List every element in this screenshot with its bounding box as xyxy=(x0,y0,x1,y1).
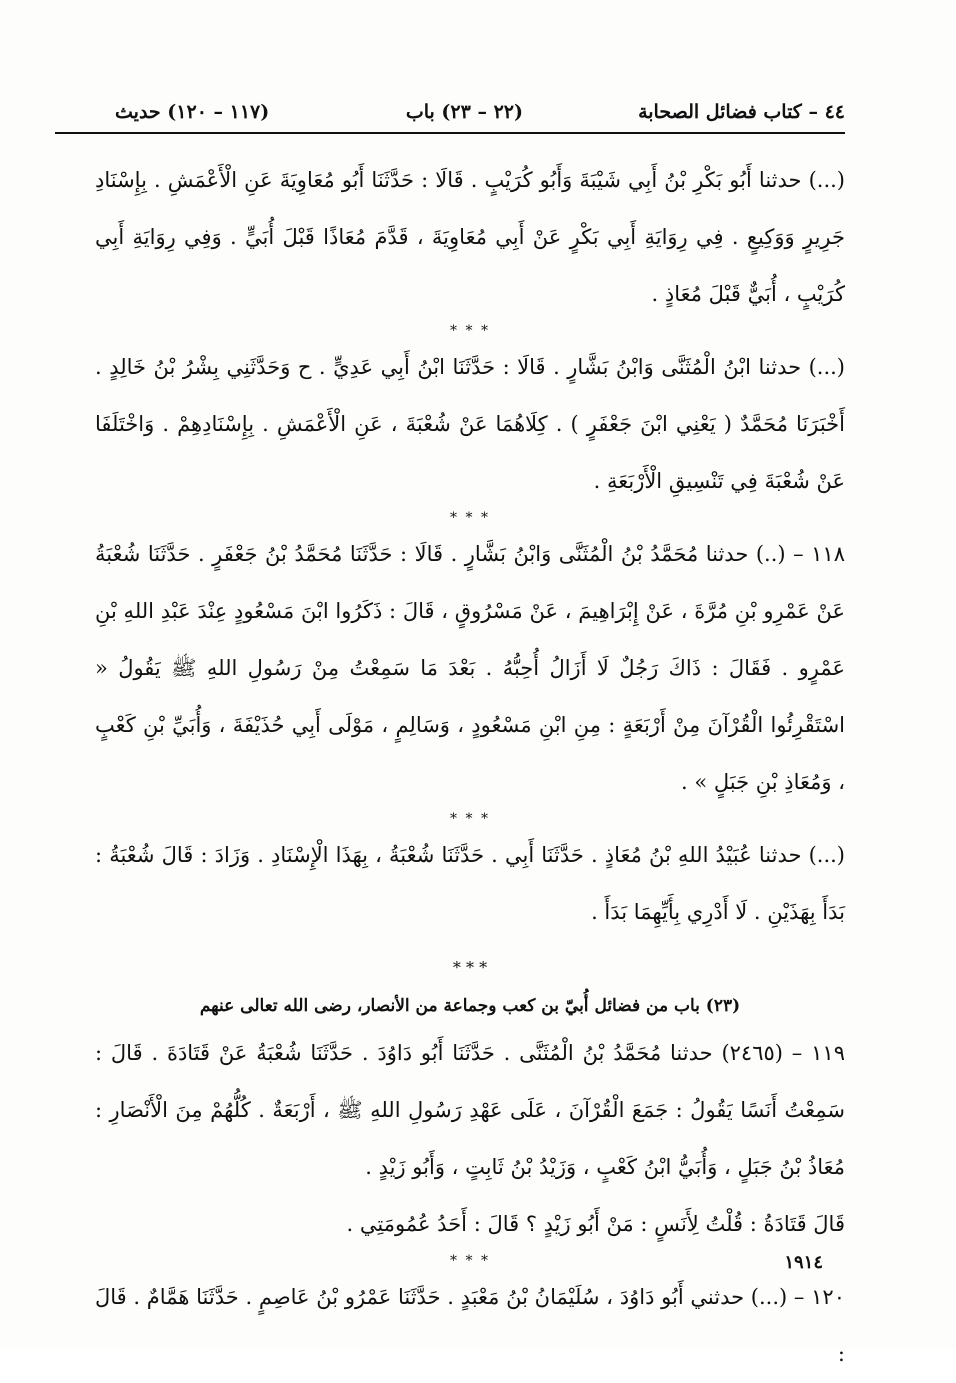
paragraph-4: (...) حدثنا عُبَيْدُ اللهِ بْنُ مُعَاذٍ . حَدَّثَنَا أَبِي . حَدَّثَنَا شُعْبَةُ ، بِهَذَا الْإِسْنَادِ . وَزَادَ : قَالَ شُعْبَةُ : بَدَأَ بِهَذَيْنِ . لَا أَدْرِي بِأَيِّهِمَا بَدَأَ . xyxy=(95,843,845,924)
paragraph-7: ١٢٠ – (...) حدثني أَبُو دَاوُدَ ، سُلَيْمَانُ بْنُ مَعْبَدٍ . حَدَّثَنَا عَمْرُو بْنُ عَاصِمٍ . حَدَّثَنَا هَمَّامٌ . قَالَ : xyxy=(95,1285,845,1366)
header-hadith-range: (١١٧ – ١٢٠) حديث xyxy=(115,101,270,123)
paragraph-5: ١١٩ – (٢٤٦٥) حدثنا مُحَمَّدُ بْنُ الْمُثَنَّى . حَدَّثَنَا أَبُو دَاوُدَ . حَدَّثَنَا شُعْبَةُ عَنْ قَتَادَةَ . قَالَ : سَمِعْتُ أَنَسًا يَقُولُ : جَمَعَ الْقُرْآنَ ، عَلَى عَهْدِ رَسُولِ اللهِ ﷺ ، أَرْبَعَةٌ . كُلُّهُمْ مِنَ الْأَنْصَارِ : مُعَاذُ بْنُ جَبَلٍ ، وَأُبَيُّ ابْنُ كَعْبٍ ، وَزَيْدُ بْنُ ثَابِتٍ ، وَأَبُو زَيْدٍ . xyxy=(95,1041,845,1179)
paragraph-1: (...) حدثنا أَبُو بَكْرِ بْنُ أَبِي شَيْبَةَ وَأَبُو كُرَيْبٍ . قَالَا : حَدَّثَنَا أَبُو مُعَاوِيَةَ عَنِ الْأَعْمَشِ . بِإِسْنَادِ جَرِيرٍ وَوَكِيعٍ . فِي رِوَايَةِ أَبِي بَكْرٍ عَنْ أَبِي مُعَاوِيَةَ ، قَدَّمَ مُعَاذًا قَبْلَ أُبَيٍّ . وَفِي رِوَايَةِ أَبِي كُرَيْبٍ ، أُبَيٌّ قَبْلَ مُعَاذٍ . xyxy=(95,168,845,306)
bab-title: (٢٣) باب من فضائل أُبيّ بن كعب وجماعة من الأنصار، رضى الله تعالى عنهم xyxy=(199,996,741,1016)
paragraph-6: قَالَ قَتَادَةُ : قُلْتُ لِأَنَسٍ : مَنْ أَبُو زَيْدٍ ؟ قَالَ : أَحَدُ عُمُومَتِي . xyxy=(346,1212,845,1236)
header-rule xyxy=(55,132,845,134)
header-bab-range: (٢٢ – ٢٣) باب xyxy=(405,101,523,123)
section-ornament: * * * xyxy=(452,958,488,977)
separator-2: * * * xyxy=(450,510,490,526)
page-number: ١٩١٤ xyxy=(784,1252,823,1273)
header-book-title: ٤٤ – كتاب فضائل الصحابة xyxy=(638,101,845,123)
page-body xyxy=(95,152,845,1383)
paragraph-3: ١١٨ – (..) حدثنا مُحَمَّدُ بْنُ الْمُثَنَّى وَابْنُ بَشَّارٍ . قَالَا : حَدَّثَنَا مُحَمَّدُ بْنُ جَعْفَرٍ . حَدَّثَنَا شُعْبَةُ عَنْ عَمْرِو بْنِ مُرَّةَ ، عَنْ إِبْرَاهِيمَ ، عَنْ مَسْرُوقٍ ، قَالَ : ذَكَرُوا ابْنَ مَسْعُودٍ عِنْدَ عَبْدِ اللهِ بْنِ عَمْرٍو . فَقَالَ : ذَاكَ رَجُلٌ لَا أَزَالُ أُحِبُّهُ . بَعْدَ مَا سَمِعْتُ مِنْ رَسُولِ اللهِ ﷺ يَقُولُ « اسْتَقْرِئُوا الْقُرْآنَ مِنْ أَرْبَعَةٍ : مِنِ ابْنِ مَسْعُودٍ ، وَسَالِمٍ ، مَوْلَى أَبِي حُذَيْفَةَ ، وَأُبَيِّ بْنِ كَعْبٍ ، وَمُعَاذِ بْنِ جَبَلٍ » . xyxy=(95,542,845,794)
separator-1: * * * xyxy=(450,323,490,339)
paragraph-2: (...) حدثنا ابْنُ الْمُثَنَّى وَابْنُ بَشَّارٍ . قَالَا : حَدَّثَنَا ابْنُ أَبِي عَدِيٍّ . ح وَحَدَّثَنِي بِشْرُ بْنُ خَالِدٍ . أَخْبَرَنَا مُحَمَّدٌ ( يَعْنِي ابْنَ جَعْفَرٍ ) . كِلَاهُمَا عَنْ شُعْبَةَ ، عَنِ الْأَعْمَشِ . بِإِسْنَادِهِمْ . وَاخْتَلَفَا عَنْ شُعْبَةَ فِي تَنْسِيقِ الْأَرْبَعَةِ . xyxy=(95,355,845,493)
separator-4: * * * xyxy=(450,1253,490,1269)
running-header xyxy=(55,95,845,129)
separator-3: * * * xyxy=(450,811,490,827)
